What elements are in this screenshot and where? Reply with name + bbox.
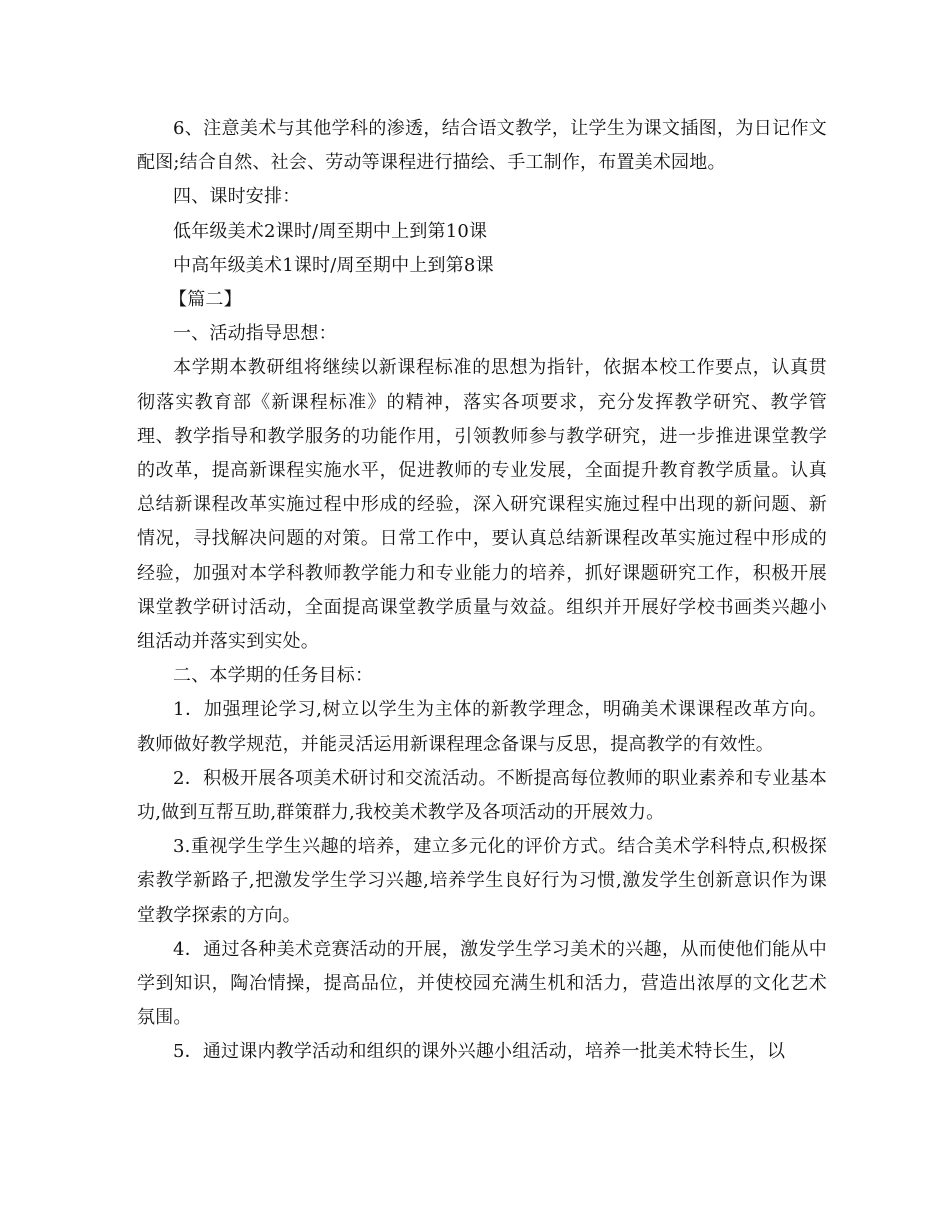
document-body (137, 112, 827, 1070)
paragraph-6-subject-integration: 6、注意美术与其他学科的渗透，结合语文教学，让学生为课文插图，为日记作文配图;结合自然、社会、劳动等课程进行描绘、手工制作，布置美术园地。 (137, 118, 827, 174)
goal-item-4: 4．通过各种美术竞赛活动的开展，激发学生学习美术的兴趣，从而使他们能从中学到知识，陶冶情操，提高品位，并使校园充满生机和活力，营造出浓厚的文化艺术氛围。 (137, 938, 827, 1029)
heading-class-schedule: 四、课时安排： (173, 186, 301, 208)
goal-item-2: 2．积极开展各项美术研讨和交流活动。不断提高每位教师的职业素养和专业基本功,做到互帮互助,群策群力,我校美术教学及各项活动的开展效力。 (137, 767, 827, 824)
goal-item-5: 5．通过课内教学活动和组织的课外兴趣小组活动，培养一批美术特长生，以 (173, 1041, 786, 1063)
goal-item-3: 3.重视学生学生兴趣的培养，建立多元化的评价方式。结合美术学科特点,积极探索教学新路子,把激发学生学习兴趣,培养学生良好行为习惯,激发学生创新意识作为课堂教学探索的方向。 (137, 836, 827, 926)
schedule-upper-grades: 中高年级美术1课时/周至期中上到第8课 (173, 254, 494, 276)
paragraph-guiding-ideology: 本学期本教研组将继续以新课程标准的思想为指针，依据本校工作要点，认真贯彻落实教育部《新课程标准》的精神，落实各项要求，充分发挥教学研究、教学管理、教学指导和教学服务的功能作用，引领教师参与教学研究，进一步推进课堂教学的改革，提高新课程实施水平，促进教师的专业发展，全面提升教育教学质量。认真总结新课程改革实施过程中形成的经验，深入研究课程实施过程中出现的新问题、新情况，寻找解决问题的对策。日常工作中，要认真总结新课程改革实施过程中形成的经验，加强对本学科教师教学能力和专业能力的培养，抓好课题研究工作，积极开展课堂教学研讨活动，全面提高课堂教学质量与效益。组织并开展好学校书画类兴趣小组活动并落实到实处。 (137, 357, 827, 653)
schedule-lower-grades: 低年级美术2课时/周至期中上到第10课 (173, 220, 488, 242)
heading-task-goals: 二、本学期的任务目标： (173, 665, 374, 687)
heading-guiding-ideology: 一、活动指导思想： (173, 323, 337, 345)
goal-item-1: 1．加强理论学习,树立以学生为主体的新教学理念，明确美术课课程改革方向。教师做好教学规范，并能灵活运用新课程理念备课与反思，提高教学的有效性。 (137, 699, 827, 755)
section-title-part-two: 【篇二】 (169, 289, 242, 311)
